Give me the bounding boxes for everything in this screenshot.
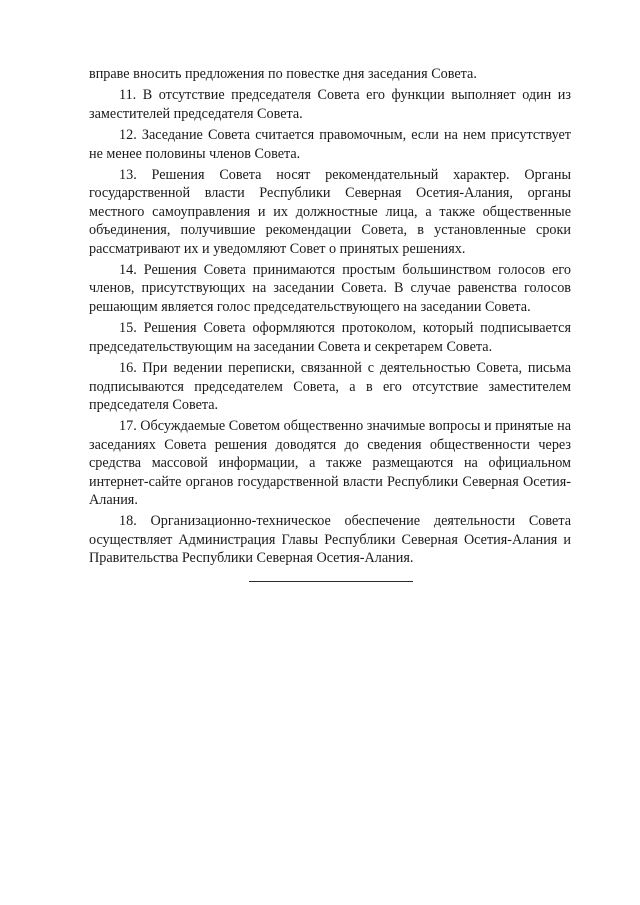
paragraph-item-16: 16. При ведении переписки, связанной с деятельностью Совета, письма подписываются председателем Совета, а в его отсутствие заместителем председателя Совета.	[89, 360, 571, 413]
paragraph-item-13: 13. Решения Совета носят рекомендательный характер. Органы государственной власти Республики Северная Осетия-Алания, органы местного самоуправления и их должностные лица, а также общественные объединения, получившие рекомендации Совета, в установленные сроки рассматривают их и уведомляют Совет о принятых решениях.	[89, 167, 571, 257]
document-body	[89, 65, 571, 568]
end-of-document-rule	[249, 581, 413, 582]
paragraph-item-14: 14. Решения Совета принимаются простым большинством голосов его членов, присутствующих на заседании Совета. В случае равенства голосов решающим является голос председательствующего на заседании Совета.	[89, 262, 571, 315]
paragraph-item-15: 15. Решения Совета оформляются протоколом, который подписывается председательствующим на заседании Совета и секретарем Совета.	[89, 320, 571, 355]
paragraph-item-12: 12. Заседание Совета считается правомочным, если на нем присутствует не менее половины членов Совета.	[89, 127, 571, 162]
paragraph-continuation: вправе вносить предложения по повестке дня заседания Совета.	[89, 66, 477, 82]
paragraph-item-17: 17. Обсуждаемые Советом общественно значимые вопросы и принятые на заседаниях Совета решения доводятся до сведения общественности через средства массовой информации, а также размещаются на официальном интернет-сайте органов государственной власти Республики Северная Осетия-Алания.	[89, 418, 571, 508]
paragraph-item-11: 11. В отсутствие председателя Совета его функции выполняет один из заместителей председателя Совета.	[89, 87, 571, 122]
paragraph-item-18: 18. Организационно-техническое обеспечение деятельности Совета осуществляет Администрация Главы Республики Северная Осетия-Алания и Правительства Республики Северная Осетия-Алания.	[89, 513, 571, 567]
